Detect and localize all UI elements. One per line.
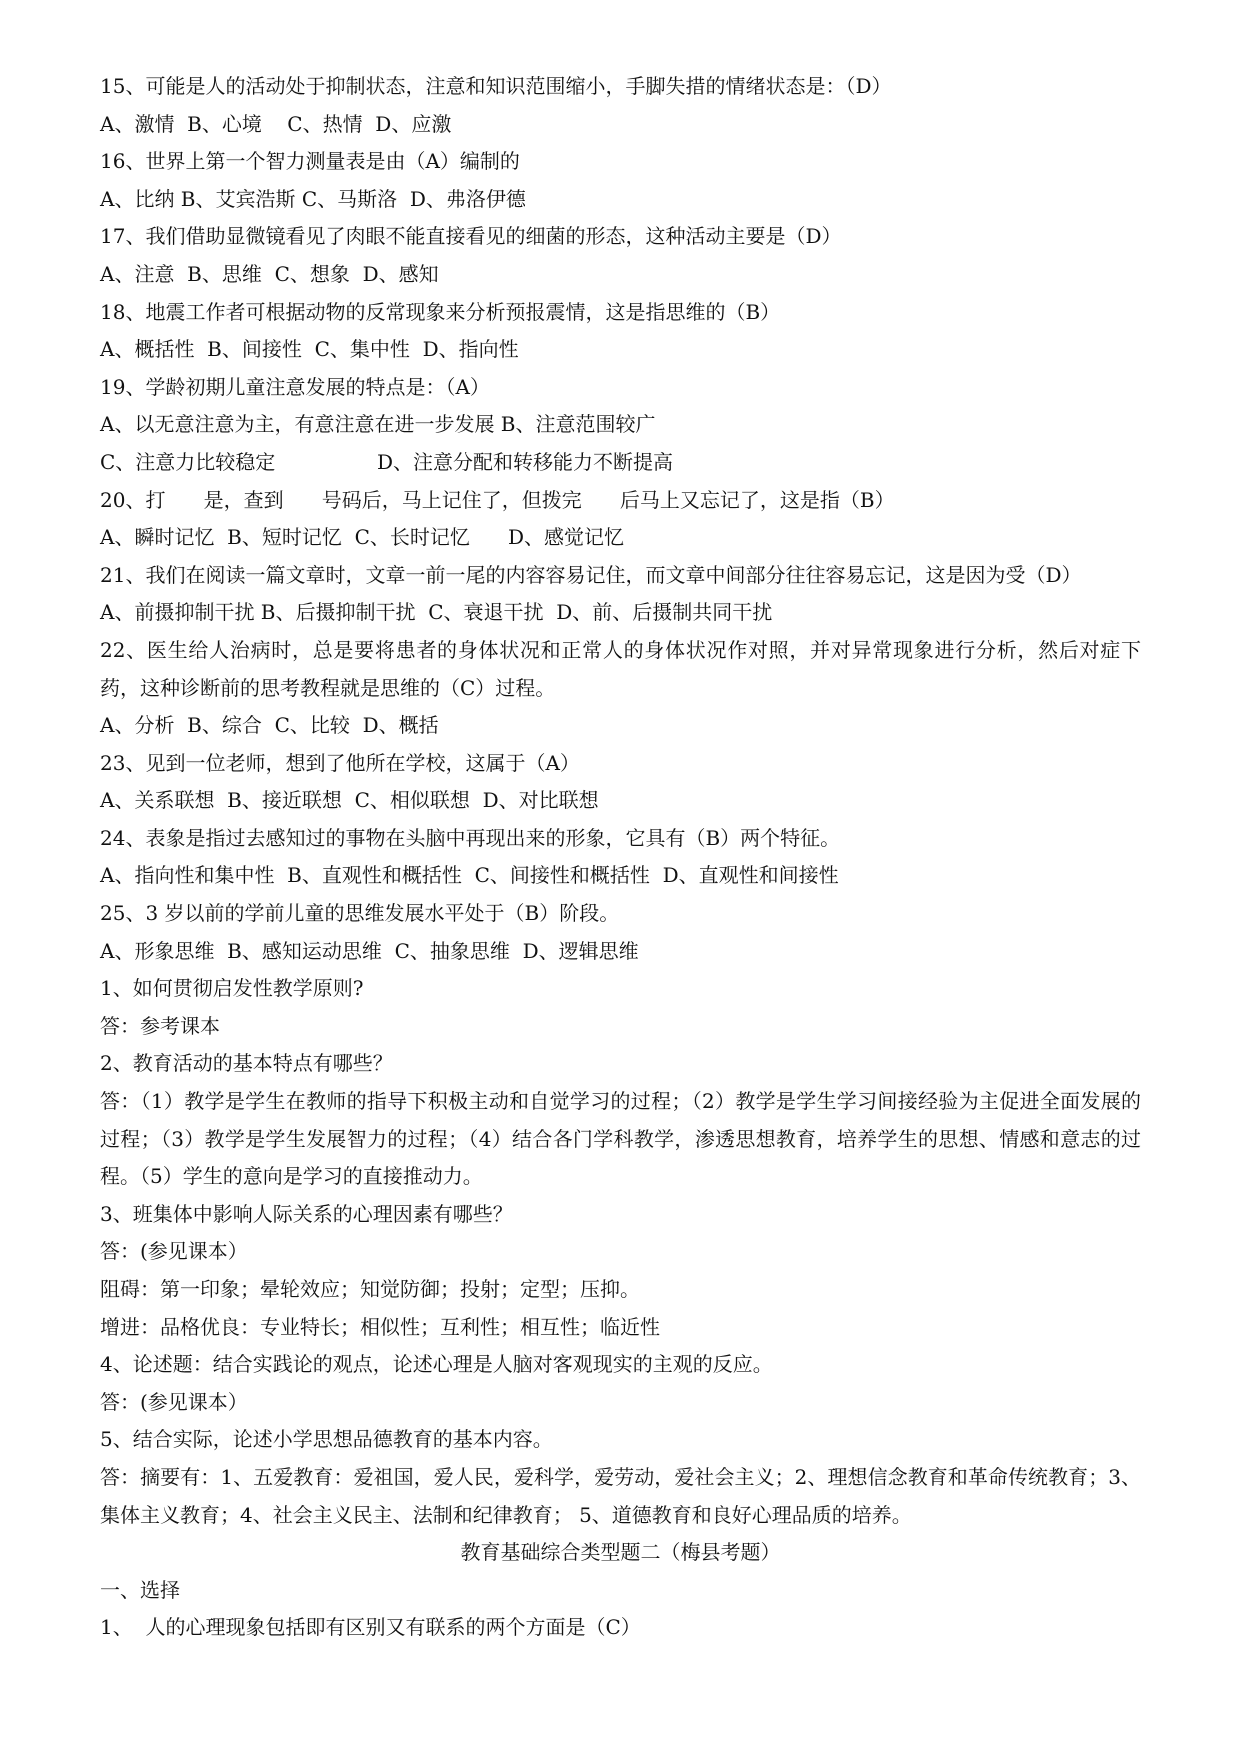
question-16-options: A、比纳 B、艾宾浩斯 C、马斯洛 D、弗洛伊德 bbox=[100, 186, 526, 211]
question-25: 25、3 岁以前的学前儿童的思维发展水平处于（B）阶段。 bbox=[100, 901, 620, 926]
question-20-options: A、瞬时记忆 B、短时记忆 C、长时记忆 D、感觉记忆 bbox=[100, 525, 625, 550]
question-25-options: A、形象思维 B、感知运动思维 C、抽象思维 D、逻辑思维 bbox=[100, 938, 639, 963]
essay-question-4: 4、论述题：结合实践论的观点，论述心理是人脑对客观现实的主观的反应。 bbox=[100, 1352, 773, 1377]
section-title: 教育基础综合类型题二（梅县考题） bbox=[460, 1540, 781, 1565]
question-17-options: A、注意 B、思维 C、想象 D、感知 bbox=[100, 261, 439, 286]
question-17: 17、我们借助显微镜看见了肉眼不能直接看见的细菌的形态，这种活动主要是（D） bbox=[100, 224, 842, 249]
question-24-options: A、指向性和集中性 B、直观性和概括性 C、间接性和概括性 D、直观性和间接性 bbox=[100, 863, 839, 888]
question-15-options: A、激情 B、心境 C、热情 D、应激 bbox=[100, 111, 452, 136]
answer-2: 答：（1）教学是学生在教师的指导下积极主动和自觉学习的过程；（2）教学是学生学习间接经验为主促进全面发展的过程；（3）教学是学生发展智力的过程；（4）结合各门学科教学，渗透思想教育，培养学生的思想、情感和意志的过程。（5）学生的意向是学习的直接推动力。 bbox=[100, 1089, 1141, 1189]
question-19-options-cd: C、注意力比较稳定 D、注意分配和转移能力不断提高 bbox=[100, 449, 674, 474]
question-1: 1、 人的心理现象包括即有区别又有联系的两个方面是（C） bbox=[100, 1615, 641, 1640]
question-24: 24、表象是指过去感知过的事物在头脑中再现出来的形象，它具有（B）两个特征。 bbox=[100, 825, 841, 850]
answer-3-enhancers: 增进：品格优良：专业特长；相似性；互利性；相互性；临近性 bbox=[100, 1314, 660, 1339]
question-20: 20、打 是，查到 号码后，马上记住了，但拨完 后马上又忘记了，这是指（B） bbox=[100, 487, 895, 512]
question-16: 16、世界上第一个智力测量表是由（A）编制的 bbox=[100, 149, 520, 174]
answer-4: 答：(参见课本） bbox=[100, 1389, 248, 1414]
answer-1: 答：参考课本 bbox=[100, 1013, 220, 1038]
short-answer-3: 3、班集体中影响人际关系的心理因素有哪些？ bbox=[100, 1201, 513, 1226]
answer-3-obstacles: 阻碍：第一印象；晕轮效应；知觉防御；投射；定型；压抑。 bbox=[100, 1277, 640, 1301]
question-21: 21、我们在阅读一篇文章时，文章一前一尾的内容容易记住，而文章中间部分往往容易忘记，这是因为受（D） bbox=[100, 562, 1082, 587]
essay-question-5: 5、结合实际，论述小学思想品德教育的基本内容。 bbox=[100, 1427, 553, 1452]
question-23: 23、见到一位老师，想到了他所在学校，这属于（A） bbox=[100, 750, 580, 775]
section-heading-choice: 一、选择 bbox=[100, 1577, 180, 1602]
answer-3: 答：(参见课本） bbox=[100, 1239, 248, 1264]
short-answer-2: 2、教育活动的基本特点有哪些？ bbox=[100, 1051, 393, 1076]
question-22: 22、医生给人治病时，总是要将患者的身体状况和正常人的身体状况作对照，并对异常现象进行分析，然后对症下药，这种诊断前的思考教程就是思维的（C）过程。 bbox=[100, 637, 1141, 700]
question-21-options: A、前摄抑制干扰 B、后摄抑制干扰 C、衰退干扰 D、前、后摄制共同干扰 bbox=[100, 600, 773, 625]
question-19: 19、学龄初期儿童注意发展的特点是：（A） bbox=[100, 374, 490, 399]
question-19-options-ab: A、以无意注意为主，有意注意在进一步发展 B、注意范围较广 bbox=[100, 412, 656, 437]
question-23-options: A、关系联想 B、接近联想 C、相似联想 D、对比联想 bbox=[100, 788, 599, 813]
short-answer-1: 1、如何贯彻启发性教学原则? bbox=[100, 976, 364, 1001]
question-18-options: A、概括性 B、间接性 C、集中性 D、指向性 bbox=[100, 337, 519, 362]
answer-5: 答：摘要有：1、五爱教育：爱祖国，爱人民，爱科学，爱劳动，爱社会主义；2、理想信念教育和革命传统教育；3、集体主义教育；4、社会主义民主、法制和纪律教育； 5、道德教育和良好心理品质的培养。 bbox=[100, 1464, 1141, 1527]
question-15: 15、可能是人的活动处于抑制状态，注意和知识范围缩小，手脚失措的情绪状态是：（D） bbox=[100, 74, 892, 98]
question-22-options: A、分析 B、综合 C、比较 D、概括 bbox=[100, 713, 439, 738]
question-18: 18、地震工作者可根据动物的反常现象来分析预报震情，这是指思维的（B） bbox=[100, 299, 781, 324]
